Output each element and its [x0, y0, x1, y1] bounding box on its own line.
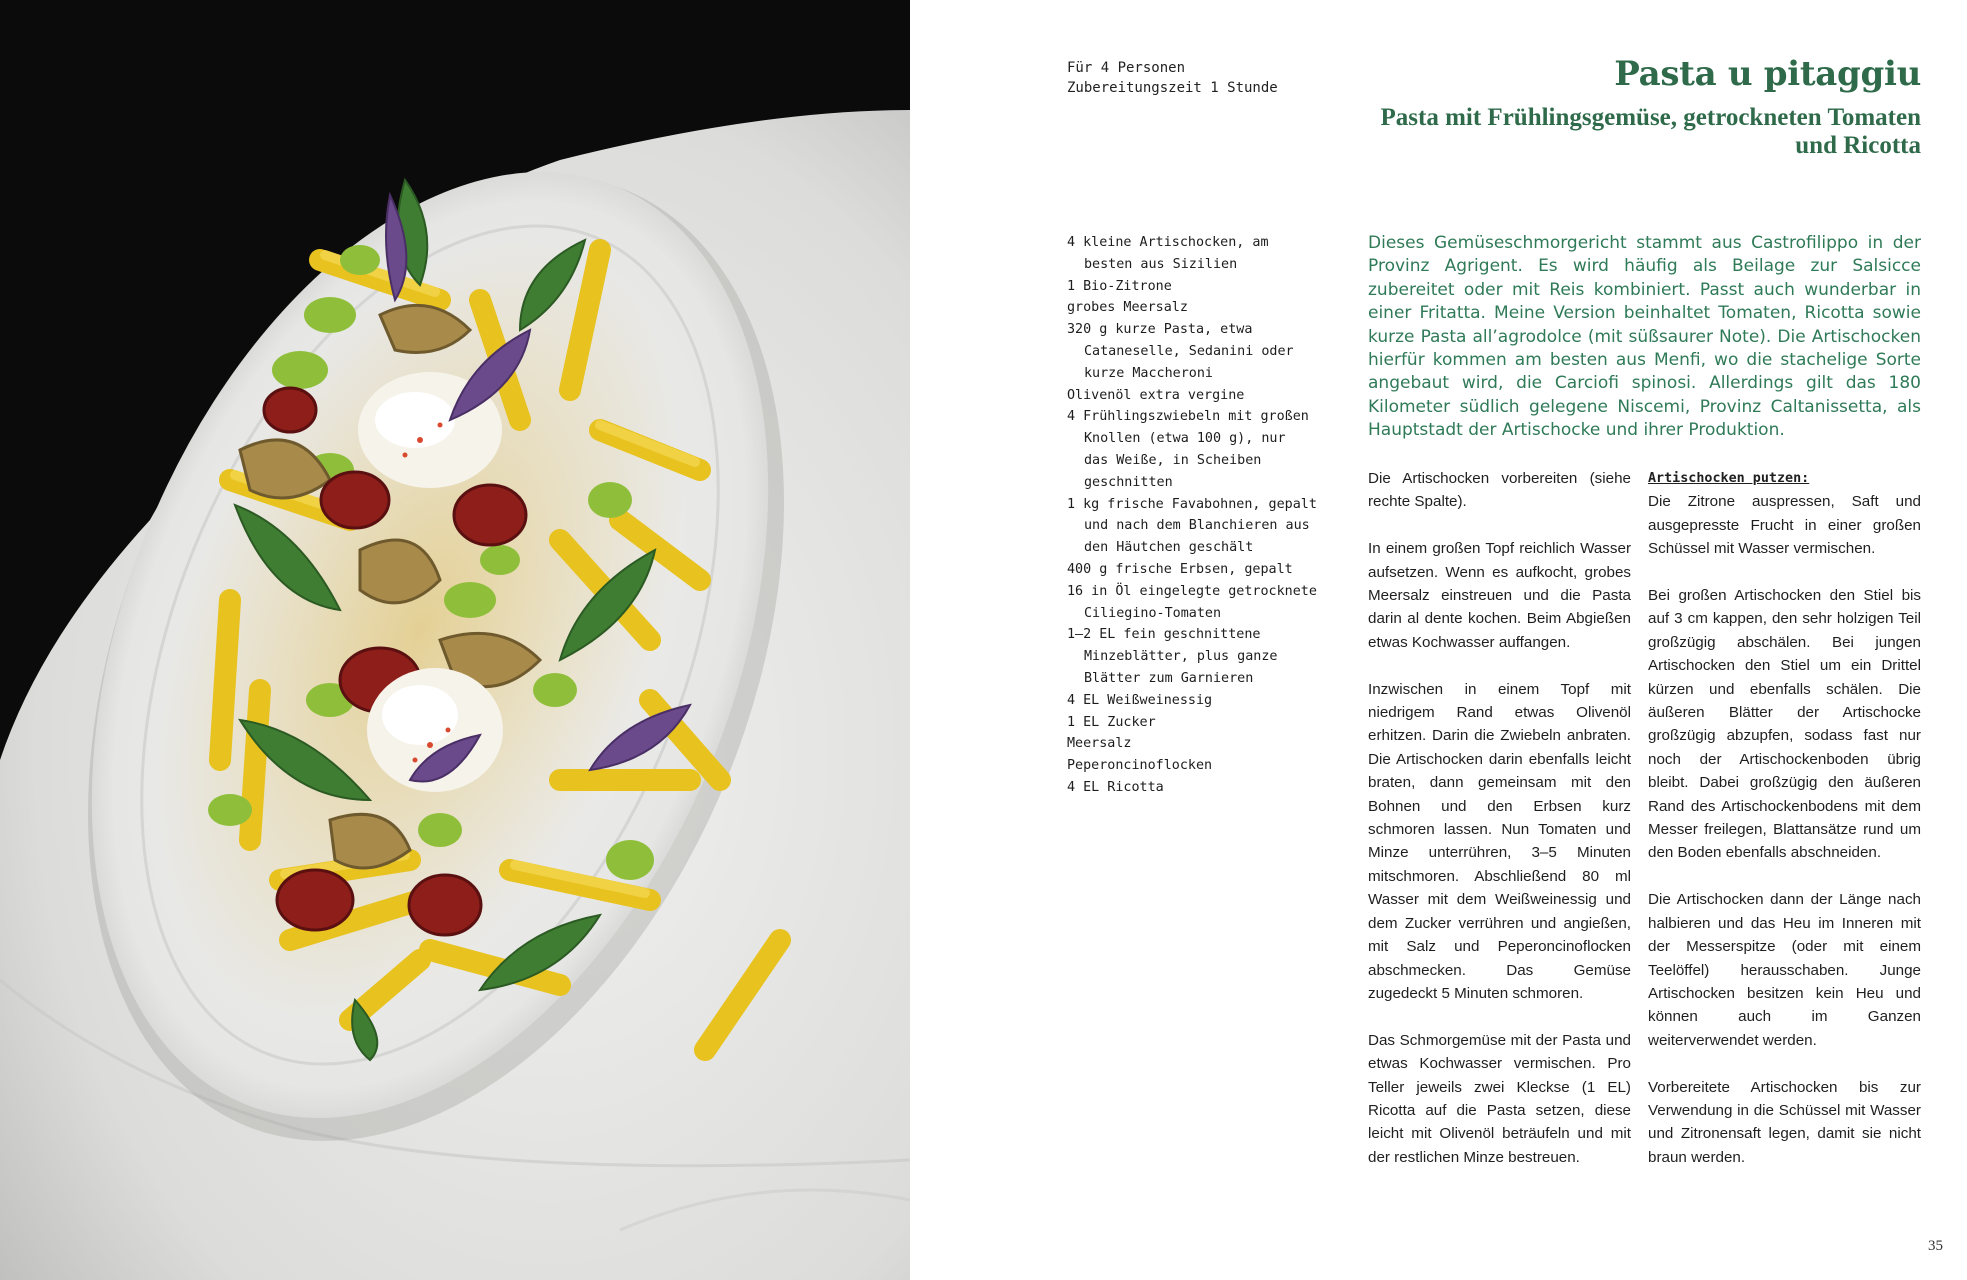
recipe-title: Pasta u pitaggiu	[1614, 54, 1921, 94]
ingredient-item: 4 kleine Artischocken, am besten aus Sizilien	[1067, 235, 1269, 272]
ingredient-item: 320 g kurze Pasta, etwa Cataneselle, Sedanini oder kurze Maccheroni	[1067, 322, 1294, 381]
ingredient-item: 1 Bio-Zitrone	[1067, 278, 1172, 294]
recipe-subtitle: Pasta mit Frühlingsgemüse, getrockneten Tomaten und Ricotta	[1380, 104, 1921, 159]
ingredient-item: 4 Frühlingszwiebeln mit großen Knollen (etwa 100 g), nur das Weiße, in Scheiben geschnitten	[1067, 409, 1309, 490]
ingredient-item: 400 g frische Erbsen, gepalt	[1067, 561, 1293, 577]
recipe-intro: Dieses Gemüseschmorgericht stammt aus Castrofilippo in der Provinz Agrigent. Es wird häufig als Beilage zur Salsicce zubereitet oder mit Reis kombiniert. Passt auch wunderbar in einer Fritatta. Meine Version beinhaltet Tomaten, Ricotta sowie kurze Pasta all’agrodolce (mit süßsaurer Note). Die Artischocken hierfür kommen am besten aus Menfi, wo die stachelige Sorte angebaut wird, die Carciofi spinosi. Allerdings gilt das 180 Kilometer südlich gelegene Niscemi, Provinz Caltanissetta, als Hauptstadt der Artischocke und ihrer Produktion.	[1368, 233, 1921, 441]
recipe-page	[910, 0, 1967, 1280]
method-column	[1368, 467, 1631, 1193]
method-step: Inzwischen in einem Topf mit niedrigem Rand etwas Olivenöl erhitzen. Darin die Zwiebeln anbraten. Die Artischocken darin ebenfalls leicht braten, dann gemeinsam mit den Bohnen und den Erbsen kurz schmoren lassen. Nun Tomaten und Minze unterrühren, 3–5 Minuten mitschmoren. Abschließend 80 ml Wasser mit dem Weißweinessig und dem Zucker verrühren und angießen, mit Salz und Peperoncinoflocken abschmecken. Das Gemüse zugedeckt 5 Minuten schmoren.	[1368, 680, 1631, 1002]
ingredient-item: 16 in Öl eingelegte getrocknete Ciliegino-Tomaten	[1067, 583, 1317, 621]
artichoke-prep-paragraph: Bei großen Artischocken den Stiel bis auf 3 cm kappen, den sehr holzigen Teil großzügig abschälen. Bei jungen Artischocken den Stiel um ein Drittel kürzen und ebenfalls schälen. Die äußeren Blätter der Artischocke großzügig abzupfen, sodass fast nur noch der Artischockenboden übrig bleibt. Dabei großzügig den äußeren Rand des Artischockenbodens mit dem Messer freilegen, Blattansätze rund um den Boden ebenfalls abschneiden.	[1648, 587, 1921, 862]
artichoke-prep-text: Die Zitrone auspressen, Saft und ausgepresste Frucht in einer großen Schüssel mit Wasser vermischen.	[1648, 493, 1921, 558]
recipe-photo	[0, 0, 910, 1280]
servings: Für 4 Personen	[1067, 60, 1186, 76]
page-number: 35	[1928, 1238, 1943, 1254]
ingredient-item: 1 EL Zucker	[1067, 714, 1156, 730]
recipe-meta	[1067, 58, 1278, 98]
ingredient-item: 4 EL Ricotta	[1067, 779, 1164, 795]
ingredient-item: Peperoncinoflocken	[1067, 758, 1213, 774]
ingredient-list	[1067, 232, 1317, 799]
prep-time: Zubereitungszeit 1 Stunde	[1067, 80, 1278, 96]
method-step: Die Artischocken vorbereiten (siehe rechte Spalte).	[1368, 470, 1631, 511]
ingredient-item: 1–2 EL fein geschnittene Minzeblätter, plus ganze Blätter zum Garnieren	[1067, 627, 1278, 686]
ingredient-item: Meersalz	[1067, 736, 1132, 752]
ingredient-item: grobes Meersalz	[1067, 300, 1188, 316]
artichoke-prep-paragraph	[1648, 467, 1921, 561]
artichoke-prep-heading: Artischocken putzen:	[1648, 471, 1810, 486]
ingredient-item: Olivenöl extra vergine	[1067, 387, 1245, 403]
method-step: In einem großen Topf reichlich Wasser aufsetzen. Wenn es aufkocht, grobes Meersalz einstreuen und die Pasta darin al dente kochen. Beim Abgießen etwas Kochwasser auffangen.	[1368, 540, 1631, 651]
artichoke-prep-paragraph: Die Artischocken dann der Länge nach halbieren und das Heu im Inneren mit der Messerspitze (oder mit einem Teelöffel) herausschaben. Junge Artischocken besitzen kein Heu und können auch im Ganzen weiterverwendet werden.	[1648, 891, 1921, 1049]
method-step: Das Schmorgemüse mit der Pasta und etwas Kochwasser vermischen. Pro Teller jeweils zwei Kleckse (1 EL) Ricotta auf die Pasta setzen, diese leicht mit Olivenöl beträufeln und mit der restlichen Minze bestreuen.	[1368, 1031, 1631, 1166]
artichoke-prep-column	[1648, 467, 1921, 1193]
ingredient-item: 1 kg frische Favabohnen, gepalt und nach dem Blanchieren aus den Häutchen geschält	[1067, 496, 1317, 556]
ingredient-item: 4 EL Weißweinessig	[1067, 692, 1213, 708]
artichoke-prep-paragraph: Vorbereitete Artischocken bis zur Verwendung in die Schüssel mit Wasser und Zitronensaft legen, damit sie nicht braun werden.	[1648, 1078, 1921, 1166]
pasta-dish-illustration	[0, 0, 910, 1280]
